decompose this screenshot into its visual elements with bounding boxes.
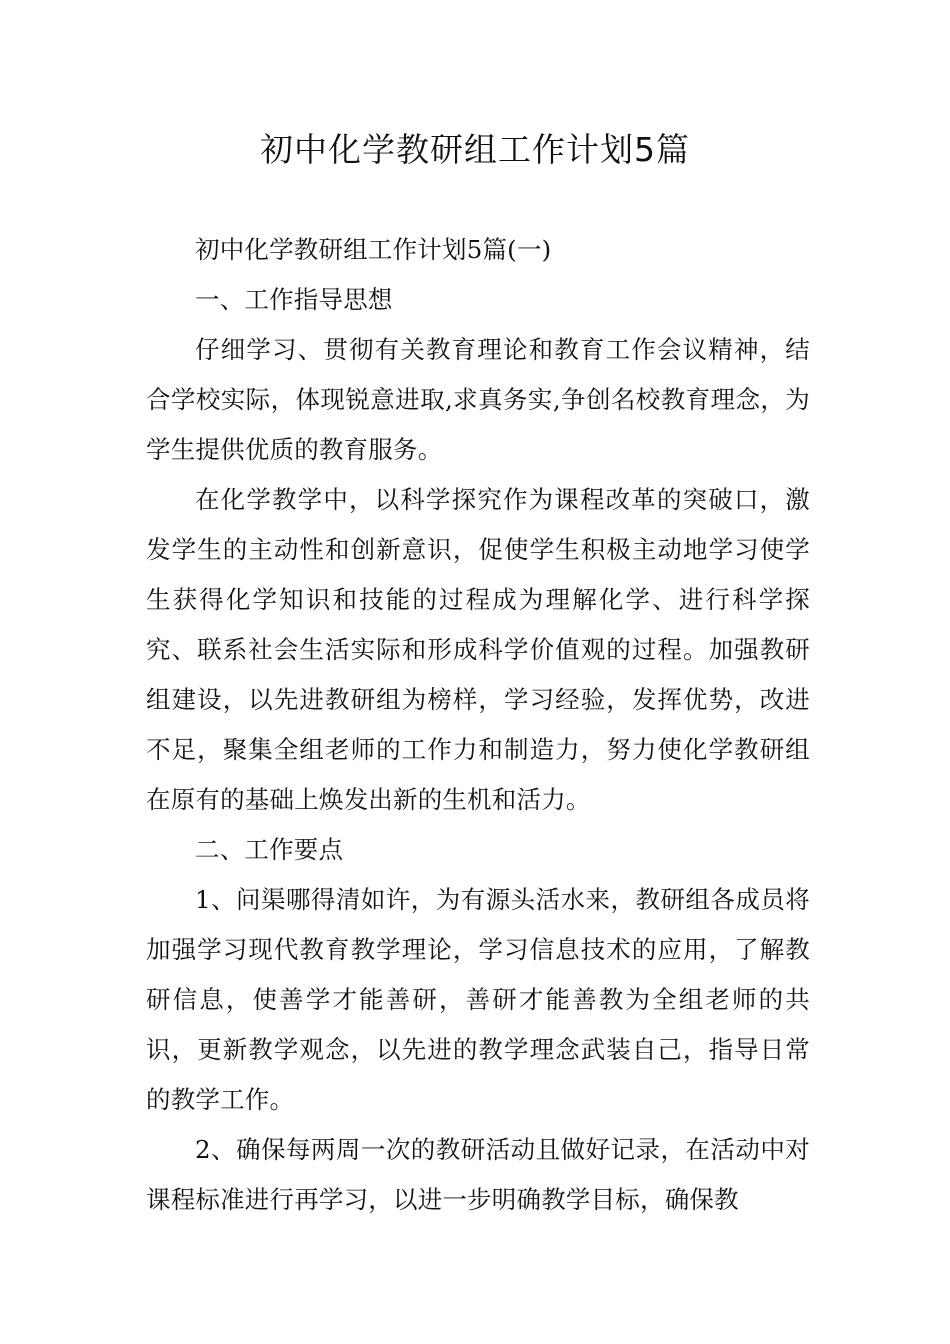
document-title: 初中化学教研组工作计划5篇 — [260, 130, 690, 169]
section-heading-guiding-thought: 一、工作指导思想 — [195, 285, 393, 314]
section-subtitle: 初中化学教研组工作计划5篇(一) — [195, 235, 552, 264]
document-body — [146, 225, 810, 1225]
body-paragraph: 2、确保每两周一次的教研活动且做好记录，在活动中对课程标准进行再学习，以进一步明确教学目标，确保教 — [146, 1135, 810, 1214]
body-paragraph: 1、问渠哪得清如许，为有源头活水来，教研组各成员将加强学习现代教育教学理论，学习信息技术的应用，了解教研信息，使善学才能善研，善研才能善教为全组老师的共识，更新教学观念，以先进的教学理念武装自己，指导日常的教学工作。 — [146, 885, 810, 1114]
body-paragraph: 在化学教学中，以科学探究作为课程改革的突破口，激发学生的主动性和创新意识，促使学生积极主动地学习使学生获得化学知识和技能的过程成为理解化学、进行科学探究、联系社会生活实际和形成科学价值观的过程。加强教研组建设，以先进教研组为榜样，学习经验，发挥优势，改进不足，聚集全组老师的工作力和制造力，努力使化学教研组在原有的基础上焕发出新的生机和活力。 — [146, 485, 810, 814]
section-heading-work-points: 二、工作要点 — [195, 835, 344, 864]
body-paragraph: 仔细学习、贯彻有关教育理论和教育工作会议精神，结合学校实际，体现锐意进取,求真务实,争创名校教育理念，为学生提供优质的教育服务。 — [146, 335, 810, 464]
